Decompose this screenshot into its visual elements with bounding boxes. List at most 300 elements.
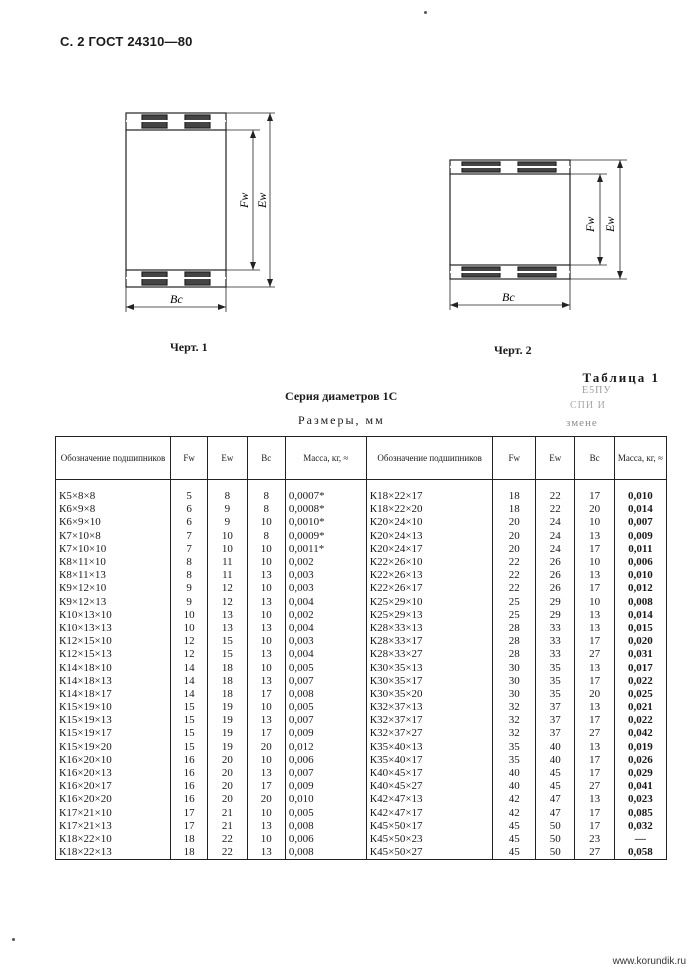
table-cell: 40 xyxy=(493,767,536,780)
table-cell: 17 xyxy=(575,714,614,727)
table-cell: 0,007 xyxy=(285,767,366,780)
table-row xyxy=(56,780,667,793)
table-row xyxy=(56,596,667,609)
table-cell: 18 xyxy=(493,490,536,503)
table-cell: 50 xyxy=(536,820,575,833)
table-cell: К15×19×13 xyxy=(56,714,171,727)
table-cell: 25 xyxy=(493,596,536,609)
table-cell: 0,022 xyxy=(614,714,666,727)
table-cell: К9×12×13 xyxy=(56,596,171,609)
table-cell: 35 xyxy=(536,661,575,674)
table-cell: 0,004 xyxy=(285,648,366,661)
table-cell: 10 xyxy=(575,516,614,529)
fig2-bc-label: Bc xyxy=(502,290,515,304)
table-cell: 0,002 xyxy=(285,609,366,622)
table-cell: 10 xyxy=(247,754,285,767)
table-cell: 8 xyxy=(208,490,247,503)
table-cell: К35×40×17 xyxy=(366,754,493,767)
table-cell: 22 xyxy=(536,490,575,503)
table-cell: К42×47×17 xyxy=(366,807,493,820)
table-cell: 22 xyxy=(208,833,247,846)
table-cell: К14×18×17 xyxy=(56,688,171,701)
table-cell: — xyxy=(614,833,666,846)
table-row xyxy=(56,754,667,767)
table-cell: К18×22×10 xyxy=(56,833,171,846)
table-cell: 17 xyxy=(575,754,614,767)
table-cell: 33 xyxy=(536,622,575,635)
table-cell: 13 xyxy=(575,793,614,806)
table-cell: 16 xyxy=(170,767,207,780)
table-cell: 0,005 xyxy=(285,661,366,674)
table-cell: 13 xyxy=(575,741,614,754)
fig2-fw-label: Fw xyxy=(583,216,597,232)
table-cell: 17 xyxy=(575,543,614,556)
table-cell: К45×50×23 xyxy=(366,833,493,846)
table-cell: 9 xyxy=(208,503,247,516)
table-cell: К30×35×17 xyxy=(366,675,493,688)
table-row xyxy=(56,569,667,582)
table-cell: 0,003 xyxy=(285,582,366,595)
table-cell: 17 xyxy=(575,767,614,780)
table-cell: К10×13×10 xyxy=(56,609,171,622)
table-cell: 21 xyxy=(208,820,247,833)
table-cell: 26 xyxy=(536,569,575,582)
table-row xyxy=(56,543,667,556)
table-row xyxy=(56,622,667,635)
table-cell: 0,025 xyxy=(614,688,666,701)
table-cell: К28×33×13 xyxy=(366,622,493,635)
fig1-ew-label: Ew xyxy=(255,192,269,208)
table-cell: 17 xyxy=(575,807,614,820)
table-cell: 10 xyxy=(247,556,285,569)
table-cell: 18 xyxy=(208,688,247,701)
table-cell: 10 xyxy=(575,556,614,569)
table-cell: 0,0009* xyxy=(285,530,366,543)
table-cell: 9 xyxy=(170,596,207,609)
table-cell: 15 xyxy=(208,635,247,648)
table-cell: 40 xyxy=(493,780,536,793)
table-cell: 15 xyxy=(170,714,207,727)
table-cell: 0,058 xyxy=(614,846,666,860)
table-cell: 25 xyxy=(493,609,536,622)
table-cell: 0,008 xyxy=(285,846,366,860)
table-cell: К18×22×13 xyxy=(56,846,171,860)
table-cell: К28×33×17 xyxy=(366,635,493,648)
table-cell: К22×26×10 xyxy=(366,556,493,569)
table-cell: К40×45×27 xyxy=(366,780,493,793)
table-cell: 10 xyxy=(208,530,247,543)
col-bc-2: Bc xyxy=(575,437,614,480)
table-cell: 18 xyxy=(170,833,207,846)
table-cell: К45×50×27 xyxy=(366,846,493,860)
table-cell: К8×11×10 xyxy=(56,556,171,569)
table-cell: 0,023 xyxy=(614,793,666,806)
table-cell: 0,005 xyxy=(285,807,366,820)
table-cell: 17 xyxy=(575,675,614,688)
table-cell: 0,006 xyxy=(285,833,366,846)
table-cell: 37 xyxy=(536,714,575,727)
col-designation-1: Обозначение подшипников xyxy=(56,437,171,480)
table-cell: 32 xyxy=(493,701,536,714)
table-cell: 0,085 xyxy=(614,807,666,820)
table-cell: 0,006 xyxy=(614,556,666,569)
table-cell: 13 xyxy=(247,675,285,688)
table-cell: 10 xyxy=(247,833,285,846)
table-cell: 45 xyxy=(493,820,536,833)
table-cell: 8 xyxy=(170,556,207,569)
table-cell: 17 xyxy=(575,490,614,503)
spacer-row xyxy=(56,480,667,491)
table-cell: 16 xyxy=(170,793,207,806)
table-cell: 50 xyxy=(536,846,575,860)
table-row xyxy=(56,688,667,701)
table-cell: 37 xyxy=(536,727,575,740)
table-cell: 0,012 xyxy=(285,741,366,754)
table-cell: 47 xyxy=(536,807,575,820)
table-body xyxy=(56,480,667,860)
table-cell: 27 xyxy=(575,780,614,793)
table-cell: 9 xyxy=(208,516,247,529)
table-cell: К9×12×10 xyxy=(56,582,171,595)
table-cell: 13 xyxy=(575,569,614,582)
table-cell: К10×13×13 xyxy=(56,622,171,635)
table-cell: К25×29×13 xyxy=(366,609,493,622)
table-cell: 28 xyxy=(493,622,536,635)
table-cell: 16 xyxy=(170,780,207,793)
col-mass-1: Масса, кг, ≈ xyxy=(285,437,366,480)
table-cell: 13 xyxy=(575,530,614,543)
table-cell: 8 xyxy=(170,569,207,582)
table-cell: 0,009 xyxy=(285,780,366,793)
table-cell: 20 xyxy=(493,516,536,529)
table-cell: 0,002 xyxy=(285,556,366,569)
table-cell: 0,005 xyxy=(285,701,366,714)
table-cell: 18 xyxy=(208,661,247,674)
table-cell: 10 xyxy=(247,661,285,674)
table-row xyxy=(56,516,667,529)
table-cell: 30 xyxy=(493,688,536,701)
table-cell: 0,008 xyxy=(614,596,666,609)
table-cell: 17 xyxy=(575,820,614,833)
table-cell: 0,009 xyxy=(614,530,666,543)
table-cell: К15×19×20 xyxy=(56,741,171,754)
table-cell: 10 xyxy=(247,543,285,556)
table-cell: 10 xyxy=(170,622,207,635)
speck xyxy=(424,11,427,14)
table-cell: 45 xyxy=(493,833,536,846)
table-cell: 50 xyxy=(536,833,575,846)
table-cell: 17 xyxy=(170,807,207,820)
table-cell: 13 xyxy=(247,767,285,780)
table-cell: 16 xyxy=(170,754,207,767)
table-cell: 40 xyxy=(536,741,575,754)
table-cell: 20 xyxy=(208,793,247,806)
table-cell: К14×18×10 xyxy=(56,661,171,674)
table-cell: 8 xyxy=(247,490,285,503)
fig2-ew-label: Ew xyxy=(603,216,617,232)
table-cell: 28 xyxy=(493,635,536,648)
table-cell: К16×20×10 xyxy=(56,754,171,767)
table-cell: 32 xyxy=(493,714,536,727)
table-cell: 28 xyxy=(493,648,536,661)
table-cell: 14 xyxy=(170,675,207,688)
table-cell: 9 xyxy=(170,582,207,595)
table-cell: 40 xyxy=(536,754,575,767)
table-cell: 18 xyxy=(208,675,247,688)
table-cell: 13 xyxy=(208,622,247,635)
table-cell: 0,026 xyxy=(614,754,666,767)
table-cell: 0,0008* xyxy=(285,503,366,516)
table-cell: 19 xyxy=(208,727,247,740)
table-row xyxy=(56,701,667,714)
table-cell: К6×9×10 xyxy=(56,516,171,529)
table-cell: 33 xyxy=(536,648,575,661)
table-cell: К7×10×10 xyxy=(56,543,171,556)
table-cell: 35 xyxy=(493,754,536,767)
table-cell: 20 xyxy=(247,741,285,754)
table-cell: 15 xyxy=(170,701,207,714)
table-cell: 0,008 xyxy=(285,820,366,833)
table-row xyxy=(56,635,667,648)
faint-mark-2: СПИ И xyxy=(570,400,606,411)
table-cell: 13 xyxy=(247,596,285,609)
table-cell: 22 xyxy=(493,556,536,569)
table-row xyxy=(56,556,667,569)
table-cell: 19 xyxy=(208,714,247,727)
table-cell: 0,017 xyxy=(614,661,666,674)
table-cell: 0,010 xyxy=(614,569,666,582)
table-cell: 14 xyxy=(170,661,207,674)
table-cell: 5 xyxy=(170,490,207,503)
table-cell: 17 xyxy=(170,820,207,833)
table-cell: 0,021 xyxy=(614,701,666,714)
table-cell: 0,009 xyxy=(285,727,366,740)
table-cell: К22×26×17 xyxy=(366,582,493,595)
table-cell: К35×40×13 xyxy=(366,741,493,754)
table-cell: К14×18×13 xyxy=(56,675,171,688)
table-row xyxy=(56,609,667,622)
table-cell: К16×20×17 xyxy=(56,780,171,793)
table-cell: К15×19×17 xyxy=(56,727,171,740)
fig1-fw-label: Fw xyxy=(237,192,251,208)
table-cell: 13 xyxy=(575,609,614,622)
table-cell: 22 xyxy=(536,503,575,516)
table-cell: 0,020 xyxy=(614,635,666,648)
table-cell: 20 xyxy=(247,793,285,806)
table-cell: 11 xyxy=(208,556,247,569)
table-cell: 0,007 xyxy=(285,714,366,727)
table-cell: 33 xyxy=(536,635,575,648)
table-cell: 10 xyxy=(247,807,285,820)
table-cell: 22 xyxy=(493,582,536,595)
table-cell: 0,014 xyxy=(614,503,666,516)
table-cell: 37 xyxy=(536,701,575,714)
table-cell: 0,022 xyxy=(614,675,666,688)
table-cell: 23 xyxy=(575,833,614,846)
table-cell: 45 xyxy=(536,780,575,793)
bearing-drawing-2 xyxy=(432,150,632,320)
table-row xyxy=(56,490,667,503)
table-cell: К15×19×10 xyxy=(56,701,171,714)
table-cell: 0,031 xyxy=(614,648,666,661)
page-header: С. 2 ГОСТ 24310—80 xyxy=(60,34,193,49)
table-cell: 0,004 xyxy=(285,596,366,609)
table-cell: 6 xyxy=(170,503,207,516)
table-cell: 0,010 xyxy=(285,793,366,806)
table-cell: 29 xyxy=(536,596,575,609)
site-watermark: www.korundik.ru xyxy=(612,956,686,967)
table-cell: 10 xyxy=(247,582,285,595)
col-fw-1: Fw xyxy=(170,437,207,480)
table-row xyxy=(56,530,667,543)
table-cell: 0,029 xyxy=(614,767,666,780)
table-cell: 0,004 xyxy=(285,622,366,635)
table-row xyxy=(56,582,667,595)
table-cell: К45×50×17 xyxy=(366,820,493,833)
table-cell: К17×21×10 xyxy=(56,807,171,820)
table-cell: 17 xyxy=(247,727,285,740)
table-cell: К18×22×17 xyxy=(366,490,493,503)
table-cell: 26 xyxy=(536,582,575,595)
table-row xyxy=(56,648,667,661)
table-cell: К12×15×13 xyxy=(56,648,171,661)
table-cell: 27 xyxy=(575,727,614,740)
col-fw-2: Fw xyxy=(493,437,536,480)
table-cell: 12 xyxy=(208,596,247,609)
table-row xyxy=(56,833,667,846)
table-cell: К6×9×8 xyxy=(56,503,171,516)
col-designation-2: Обозначение подшипников xyxy=(366,437,493,480)
table-cell: 27 xyxy=(575,846,614,860)
table-cell: 13 xyxy=(247,648,285,661)
table-cell: 0,042 xyxy=(614,727,666,740)
table-cell: 27 xyxy=(575,648,614,661)
fig1-bc-label: Bc xyxy=(170,292,183,306)
table-cell: 10 xyxy=(247,635,285,648)
table-cell: 13 xyxy=(575,661,614,674)
table-cell: 0,012 xyxy=(614,582,666,595)
table-cell: К16×20×20 xyxy=(56,793,171,806)
table-cell: 15 xyxy=(170,741,207,754)
table-header-row xyxy=(56,437,667,480)
table-cell: 0,015 xyxy=(614,622,666,635)
table-cell: 20 xyxy=(208,754,247,767)
table-cell: 35 xyxy=(536,675,575,688)
table-cell: 24 xyxy=(536,516,575,529)
table-row xyxy=(56,661,667,674)
table-cell: 20 xyxy=(208,780,247,793)
table-row xyxy=(56,727,667,740)
table-cell: 0,0011* xyxy=(285,543,366,556)
table-cell: 0,008 xyxy=(285,688,366,701)
table-cell: 17 xyxy=(247,780,285,793)
table-cell: 10 xyxy=(247,609,285,622)
table-cell: 10 xyxy=(170,609,207,622)
table-cell: 18 xyxy=(493,503,536,516)
table-cell: К20×24×13 xyxy=(366,530,493,543)
table-cell: 20 xyxy=(493,543,536,556)
table-cell: 13 xyxy=(247,622,285,635)
table-cell: 20 xyxy=(493,530,536,543)
table-cell: 20 xyxy=(208,767,247,780)
table-cell: 0,007 xyxy=(614,516,666,529)
table-cell: 45 xyxy=(536,767,575,780)
table-cell: 8 xyxy=(247,503,285,516)
col-bc-1: Bc xyxy=(247,437,285,480)
table-cell: 13 xyxy=(575,622,614,635)
table-cell: К32×37×13 xyxy=(366,701,493,714)
table-cell: 7 xyxy=(170,543,207,556)
table-cell: 13 xyxy=(247,820,285,833)
table-cell: К12×15×10 xyxy=(56,635,171,648)
table-cell: К17×21×13 xyxy=(56,820,171,833)
table-row xyxy=(56,741,667,754)
table-cell: 24 xyxy=(536,543,575,556)
table-cell: 26 xyxy=(536,556,575,569)
table-cell: К5×8×8 xyxy=(56,490,171,503)
table-cell: 15 xyxy=(208,648,247,661)
table-cell: К40×45×17 xyxy=(366,767,493,780)
table-cell: 0,019 xyxy=(614,741,666,754)
table-cell: К7×10×8 xyxy=(56,530,171,543)
table-cell: 19 xyxy=(208,741,247,754)
table-cell: К32×37×27 xyxy=(366,727,493,740)
table-cell: К28×33×27 xyxy=(366,648,493,661)
table-cell: 35 xyxy=(536,688,575,701)
table-cell: К32×37×17 xyxy=(366,714,493,727)
table-cell: К20×24×10 xyxy=(366,516,493,529)
table-cell: 22 xyxy=(493,569,536,582)
table-cell: К25×29×10 xyxy=(366,596,493,609)
table-cell: 47 xyxy=(536,793,575,806)
table-cell: 13 xyxy=(247,714,285,727)
table-cell: 10 xyxy=(247,701,285,714)
table-cell: К42×47×13 xyxy=(366,793,493,806)
table-number: Таблица 1 xyxy=(582,370,660,385)
table-cell: 0,003 xyxy=(285,635,366,648)
col-mass-2: Масса, кг, ≈ xyxy=(614,437,666,480)
bearing-drawing-1 xyxy=(110,100,290,325)
dimensions-table xyxy=(55,436,667,860)
table-row xyxy=(56,820,667,833)
table-cell: 13 xyxy=(247,569,285,582)
table-cell: 0,010 xyxy=(614,490,666,503)
table-cell: 10 xyxy=(575,596,614,609)
table-cell: 13 xyxy=(575,701,614,714)
table-cell: 15 xyxy=(170,727,207,740)
sizes-title: Размеры, мм xyxy=(298,413,385,427)
table-cell: 13 xyxy=(208,609,247,622)
table-cell: 17 xyxy=(247,688,285,701)
table-cell: 24 xyxy=(536,530,575,543)
table-cell: 42 xyxy=(493,793,536,806)
table-cell: 30 xyxy=(493,675,536,688)
table-row xyxy=(56,714,667,727)
table-row xyxy=(56,846,667,860)
table-cell: 12 xyxy=(170,635,207,648)
table-cell: 0,011 xyxy=(614,543,666,556)
table-cell: 12 xyxy=(170,648,207,661)
table-cell: 42 xyxy=(493,807,536,820)
table-cell: 17 xyxy=(575,635,614,648)
table-cell: К18×22×20 xyxy=(366,503,493,516)
speck xyxy=(12,938,15,941)
table-cell: 6 xyxy=(170,516,207,529)
table-cell: 13 xyxy=(247,846,285,860)
figure-caption-2: Черт. 2 xyxy=(494,343,532,357)
table-cell: 7 xyxy=(170,530,207,543)
table-cell: 0,014 xyxy=(614,609,666,622)
